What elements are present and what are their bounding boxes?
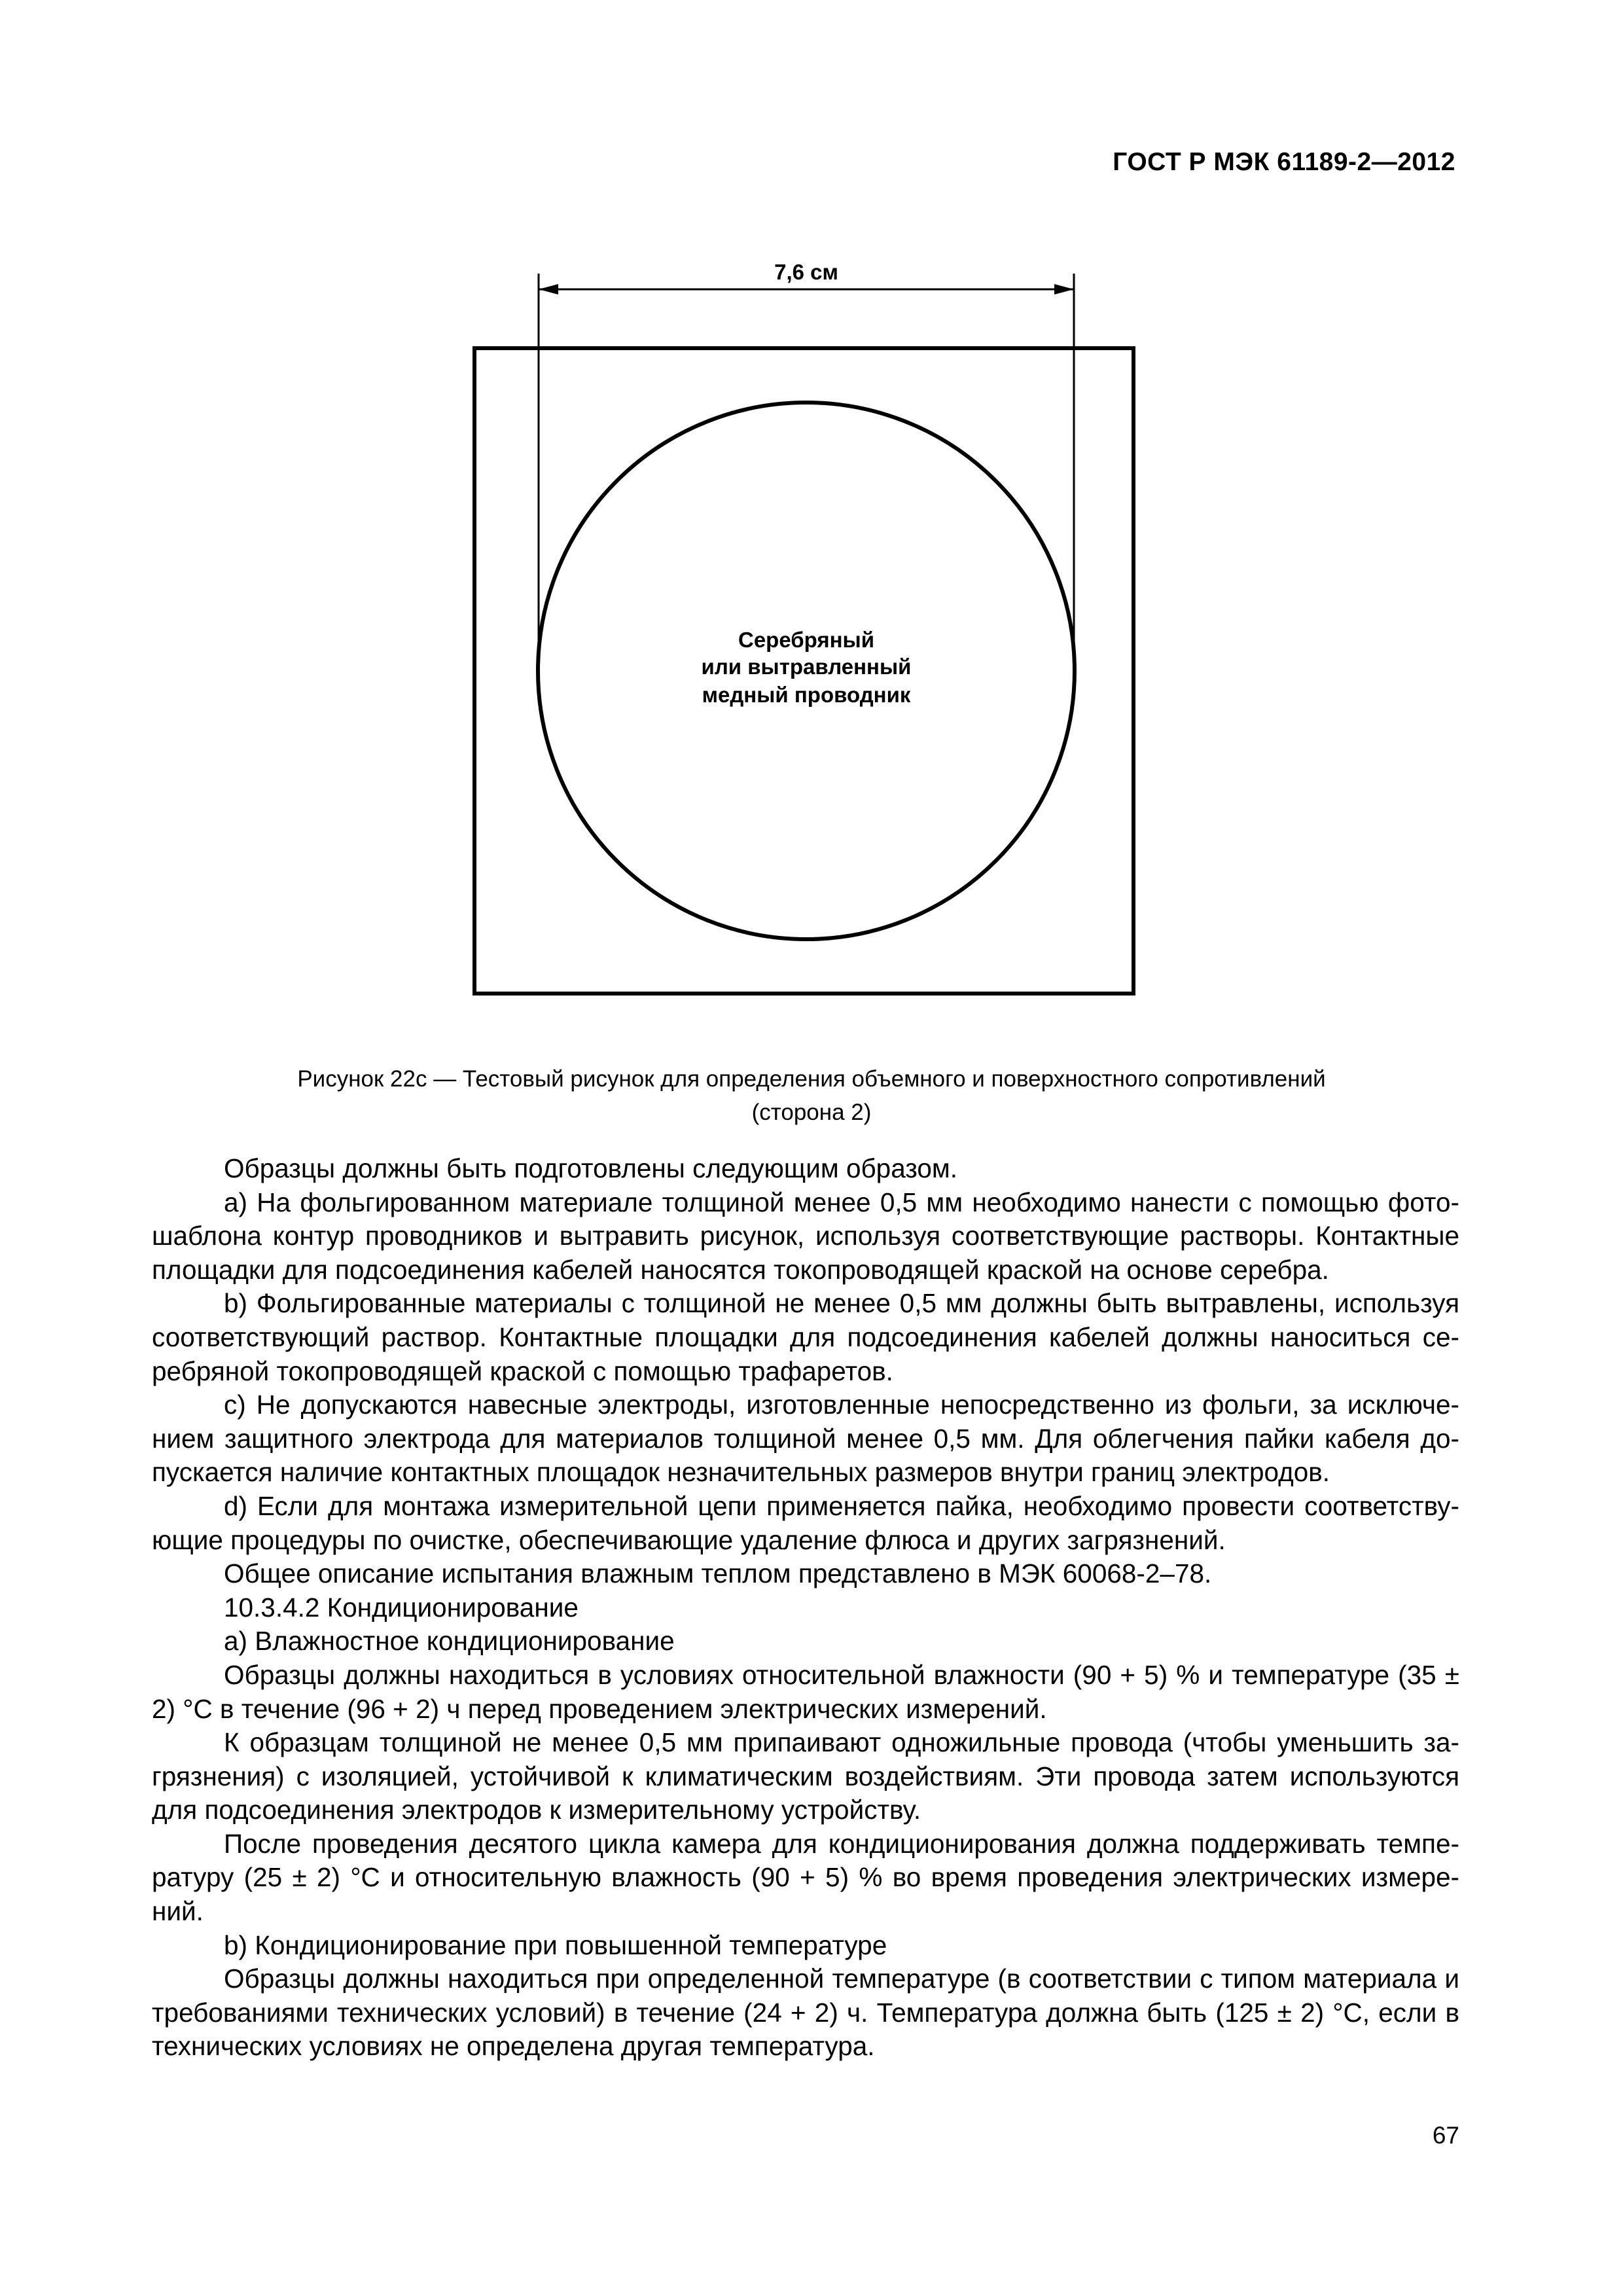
paragraph: b) Фольгированные материалы с толщиной не менее 0,5 мм должны быть вытравлены, используя соответствующий раствор. Контактные площадки для подсоединения кабелей должны наноситься се-ребряной токопроводящей краской с помощью трафаретов. — [152, 1288, 1459, 1386]
paragraph: Образцы должны находиться в условиях относительной влажности (90 + 5) % и температуре (35 ± 2) °С в течение (96 + 2) ч перед проведением электрических измерений. — [152, 1659, 1459, 1724]
document-header-standard-id: ГОСТ Р МЭК 61189-2—2012 — [1113, 148, 1455, 176]
page-number: 67 — [1432, 2122, 1459, 2149]
subsection-heading: b) Кондиционирование при повышенной температуре — [224, 1929, 887, 1960]
paragraph: Образцы должны быть подготовлены следующим образом. — [224, 1153, 958, 1183]
dimension-arrow-right-icon — [1054, 284, 1074, 295]
body-text — [152, 1152, 1459, 2064]
paragraph: К образцам толщиной не менее 0,5 мм припаивают одножильные провода (чтобы уменьшить за-грязнения) с изоляцией, устойчивой к климатическим воздействиям. Эти провода затем используются для подсоединения электродов к измерительному устройству. — [152, 1727, 1459, 1825]
paragraph: d) Если для монтажа измерительной цепи применяется пайка, необходимо провести соответству-ющие процедуры по очистке, обеспечивающие удаление флюса и других загрязнений. — [152, 1490, 1459, 1555]
conductor-label-line-3: медный проводник — [702, 683, 911, 707]
conductor-label-line-1: Серебряный — [738, 628, 875, 652]
paragraph: c) Не допускаются навесные электроды, изготовленные непосредственно из фольги, за исключе-нием защитного электрода для материалов толщиной менее 0,5 мм. Для облегчения пайки кабеля до-пускается наличие контактных площадок незначительных размеров внутри границ электродов. — [152, 1390, 1459, 1488]
figure-caption — [190, 1062, 1433, 1129]
conductor-label-line-2: или вытравленный — [701, 655, 912, 679]
figure-caption-line-2: (сторона 2) — [751, 1100, 872, 1125]
dimension-arrow-left-icon — [539, 284, 558, 295]
test-pattern-figure — [0, 0, 1623, 1021]
paragraph: Общее описание испытания влажным теплом представлено в МЭК 60068-2–78. — [224, 1558, 1212, 1589]
paragraph: После проведения десятого цикла камера для кондиционирования должна поддерживать темпе-ратуру (25 ± 2) °С и относительную влажность (90 + 5) % во время проведения электрических измере-ний. — [152, 1828, 1459, 1927]
paragraph: а) На фольгированном материале толщиной менее 0,5 мм необходимо нанести с помощью фото-шаблона контур проводников и вытравить рисунок, используя соответствующие растворы. Контактные площадки для подсоединения кабелей наносятся токопроводящей краской на основе серебра. — [152, 1187, 1459, 1285]
subsection-heading: а) Влажностное кондиционирование — [224, 1626, 675, 1657]
paragraph: Образцы должны находиться при определенной температуре (в соответствии с типом материала и требованиями технических условий) в течение (24 + 2) ч. Температура должна быть (125 ± 2) °С, если в технических условиях не определена другая температура. — [152, 1964, 1459, 2062]
figure-caption-line-1: Рисунок 22c — Тестовый рисунок для определения объемного и поверхностного сопротивлений — [297, 1066, 1326, 1092]
section-heading: 10.3.4.2 Кондиционирование — [224, 1592, 579, 1623]
dimension-label: 7,6 см — [774, 260, 838, 284]
